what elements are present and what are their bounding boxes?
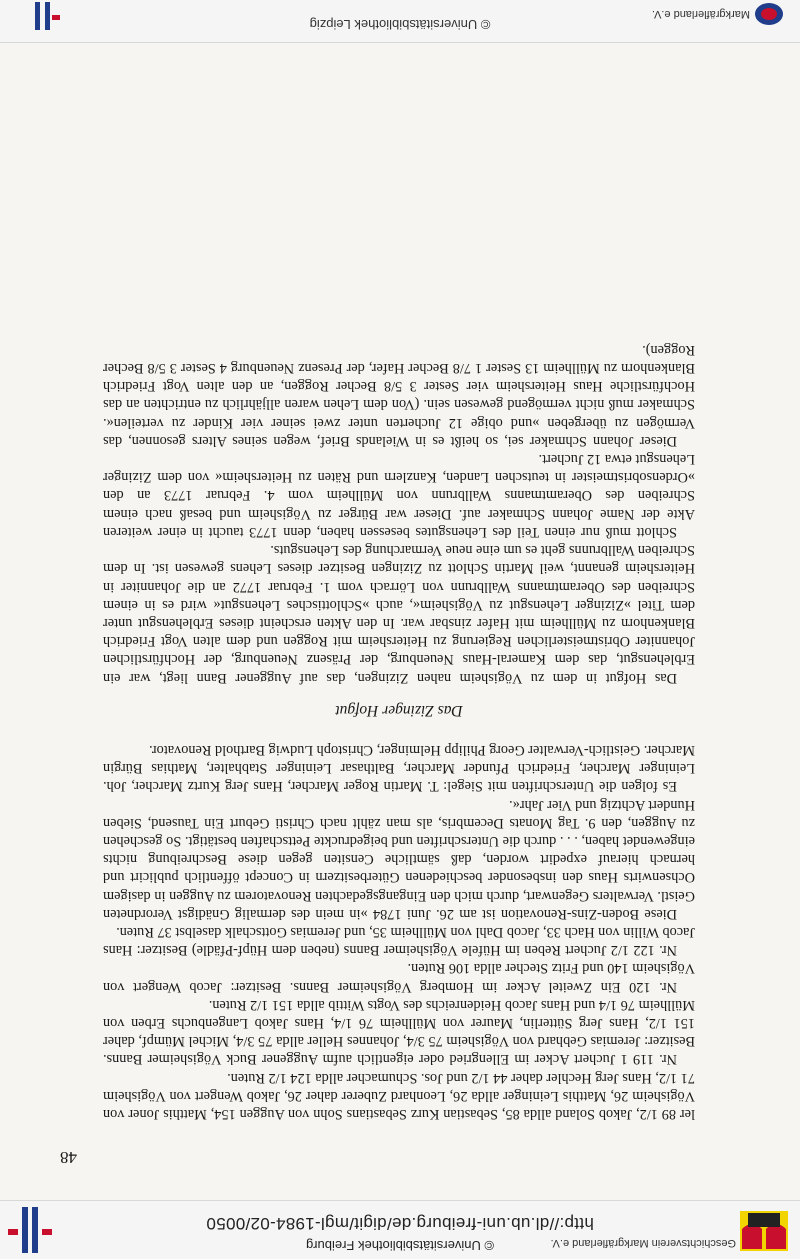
paragraph: Nr. 120 Ein Zweitel Acker im Homberg Vögisheimer Banns. Besitzer: Jacob Wengert von Vögisheim 140 und Fritz Stecher allda 106 Ruten. — [103, 960, 695, 995]
paragraph: Nr. 119 1 Juchert Acker im Ellengried oder eigentlich aufm Auggener Buck Vögisheimer Banns. Besitzer: Jeremias Gebhard von Vögisheim 75 3/4, Johannes Heller allda 75 3/4, Michel Mümpf, daher 151 1/2, Hans Jerg Sütterlin, Maurer von Müllheim 76 1/4, Hans Jakob Langenbuchs Erben von Müllheim 76 1/4 und Hans Jacob Heidenreichs des Vogts Wittib allda 151 1/2 Ruten. — [103, 996, 695, 1068]
paragraph: Schlott muß nur einen Teil des Lehensgutes besessen haben, denn 1773 taucht in einer weiteren Akte der Name Johann Schmaker auf. Dieser war Bürger zu Vögisheim und besaß nach einem Schreiben des Oberamtmanns Wallbrunn von Müllheim vom 4. Februar 1773 an den »Ordensobristmeister in teutschen Landen, Kanzlern und Räten zu Heitersheim« von dem Zizinger Lehensgut etwa 12 Juchert. — [103, 451, 695, 540]
university-library-logo-icon — [8, 1207, 52, 1253]
geschichtsverein-label: Geschichtsverein Markgräflerland e.V. — [550, 1237, 736, 1249]
page-number: 48 — [60, 1148, 77, 1167]
document-body — [103, 341, 695, 1123]
document-url[interactable]: http://dl.ub.uni-freiburg.de/digit/mgl-1984-02/0050 — [206, 1214, 594, 1233]
paragraph: Diese Boden-Zins-Renovation ist am 26. Juni 1784 »in mein des dermalig Gnädigst Verordneten Geistl. Verwalters Gegenwart, durch mich den Eingangsgedachten Renovatorem zu Auggen in dasigem Ochsenwirts Haus den insbesonder beschiedenen Güterbesitzern in Concept öffentlich publicirt und hernach hierauf expedirt worden, daß sämtliche Censiten gegen diese Beschreibung nichts eingewendet haben, . . . durch die Unterschriften und beigedruckte Pettschaften bestätigt. So geschehen zu Auggen, den 9. Tag Monats Decembris, als man zählt nach Christi Geburt Ein Tausend, Sieben Hundert Achtzig und Vier Jahr«. — [103, 796, 695, 922]
section-heading: Das Zizinger Hofgut — [335, 701, 463, 719]
viewer-header — [0, 1200, 800, 1259]
viewer-footer — [0, 0, 800, 43]
footer-society-label: Markgräflerland e.V. — [651, 8, 750, 20]
paragraph: Nr. 122 1/2 Juchert Reben im Hüfele Vögisheimer Banns (neben dem Hüpf-Pfädle) Besitzer: Hans Jacob Willin von Hach 33, Jacob Dahl von Müllheim 35, und Jeremias Gottschalk daselbst 37 Ruten. — [103, 923, 695, 959]
copyright-notice: © Universitätsbibliothek Freiburg — [305, 1238, 495, 1253]
paragraph: Es folgen die Unterschriften mit Siegel: T. Martin Roger Marcher, Hans Jerg Kurtz Marcher, Joh. Leininger Marcher, Friedrich Pfunder Marcher, Balthasar Leininger Stabhalter, Mathias Bürgin Marcher. Geistlich-Verwalter Georg Philipp Helminger, Christoph Ludwig Barthold Renovator. — [103, 741, 695, 795]
society-logo-icon — [754, 2, 784, 26]
footer-copyright: © Universitätsbibliothek Leipzig — [309, 17, 491, 32]
paragraph: Das Hofgut in dem zu Vögisheim nahen Zizingen, das auf Auggener Bann liegt, war ein Erblehensgut, das dem Kameral-Haus Neuenburg, der Präsenz Neuenburg, der Hochfürstlichen Johanniter Obristmeisterlichen Regierung zu Heitersheim mit Roggen und dem alten Vogt Friedrich Blankenhorn zu Müllheim mit Hafer zinsbar war. In den Akten erscheint dieses Erblehensgut unter dem Titel »Zizinger Lehensgut zu Vögisheim«, auch »Schlottisches Lehensgut« wird es in einem Schreiben des Oberamtmanns Wallbrunn von Lörrach vom 1. Februar 1772 an die Johanniter in Heitersheim genannt, weil Martin Schlott zu Zizingen Besitzer dieses Lehens gewesen ist. In dem Schreiben Wallbrunns geht es um eine neue Vermarchung des Lehensguts. — [103, 542, 695, 686]
paragraph: Dieser Johann Schmaker sei, so heißt es in Wielands Brief, wegen seines Alters gesonnen, das Vermögen zu übergeben »und obige 12 Jucherten unter zwei seiner vier Kinder zu verteilen«. Schmaker muß nicht vermögend gewesen sein. (Von dem Lehen waren alljährlich zu entrichten an das Hochfürstliche Haus Heitersheim vier Sester 3 5/8 Becher Roggen, an den alten Vogt Friedrich Blankenhorn zu Müllheim 13 Sester 1 7/8 Becher Hafer, der Presenz Neuenburg 4 Sester 3 5/8 Becher Roggen). — [103, 341, 695, 449]
library-logo-icon — [20, 2, 60, 30]
paragraph: ler 89 1/2, Jakob Soland allda 85, Sebastian Kurz Sebastians Sohn von Auggen 154, Matthis Joner von Vögisheim 26, Matthis Leininger allda 26, Leonhard Zuberer daher 26, Jakob Wengert von Vögisheim 71 1/2, Hans Jerg Hechler daher 44 1/2 und Jos. Schumacher allda 124 1/2 Ruten. — [103, 1069, 695, 1122]
